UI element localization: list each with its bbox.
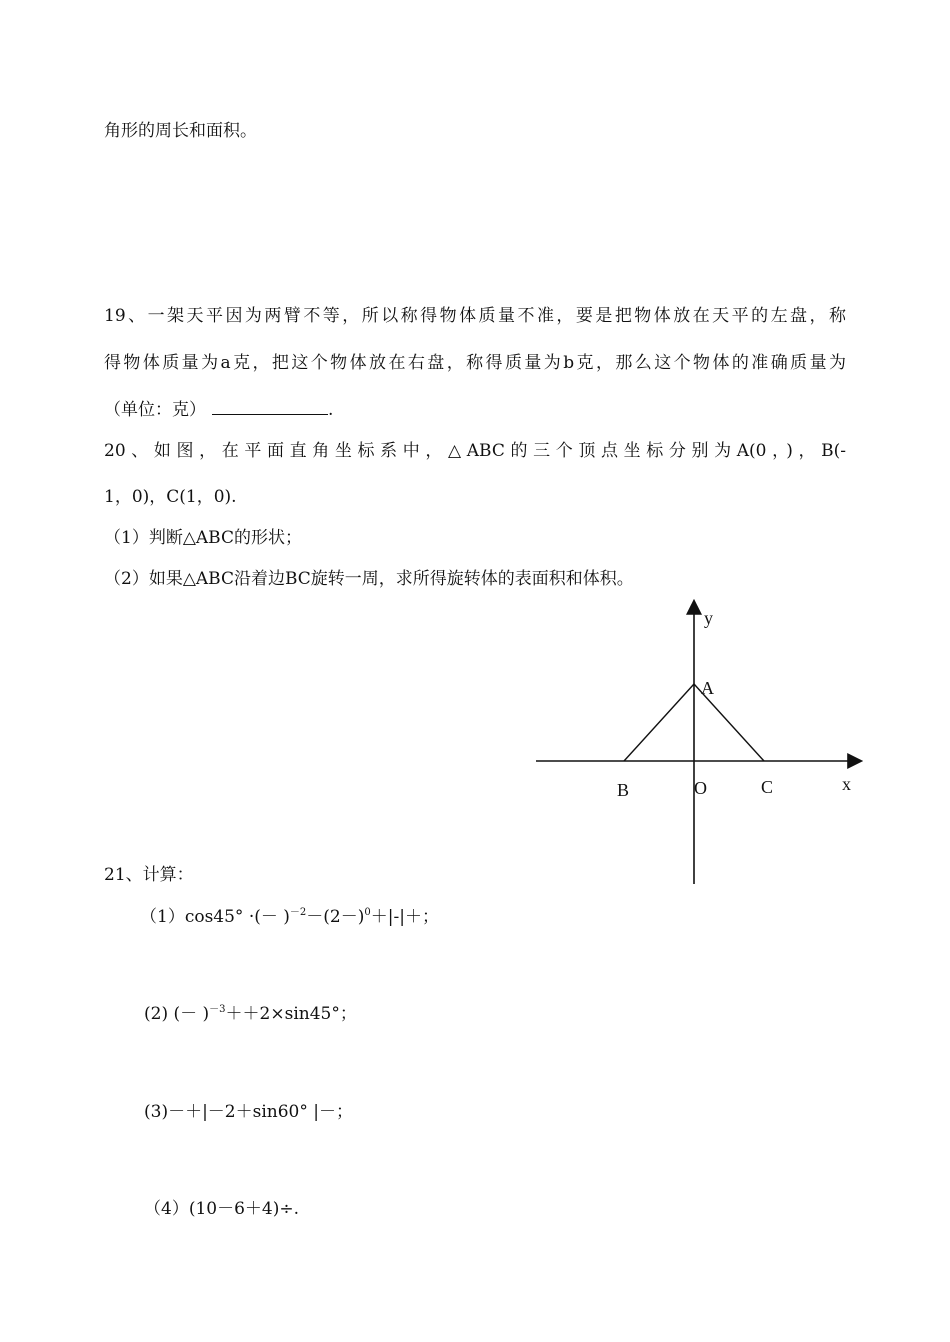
q19-line-3 [104,399,333,421]
previous-question-tail: 角形的周长和面积。 [104,121,257,141]
segment-ba [624,684,694,761]
q21-item-2-part-b: ＋＋2×sin45°； [225,1004,357,1024]
q19-answer-blank [212,400,328,415]
q21-title: 21、计算： [104,865,194,885]
q21-item-2-exp: －3 [209,1004,226,1015]
q21-item-1 [140,906,439,928]
coordinate-figure [532,596,872,886]
point-a-label: A [701,678,714,698]
q20-part-2: （2）如果△ABC沿着边BC旋转一周，求所得旋转体的表面积和体积。 [104,569,634,589]
q19-unit-label: （单位：克） [104,400,206,420]
q20-line-2: 1，0)，C(1，0). [104,487,237,507]
point-c-label: C [761,777,774,797]
q21-item-2-part-a: (2) (－ ) [144,1004,210,1024]
q21-item-4: （4）(10－6＋4)÷. [144,1199,299,1219]
coordinate-diagram [532,596,872,886]
q21-item-1-part-a: （1）cos45° ·(－ ) [140,907,290,927]
q21-item-3: (3)－＋|－2＋sin60° |－； [144,1102,353,1122]
point-b-label: B [617,780,630,800]
q19-end: . [328,400,334,420]
x-axis-label: x [842,774,851,794]
q21-item-1-part-c: ＋|-|＋； [370,907,439,927]
q20-part-1: （1）判断△ABC的形状； [104,528,302,548]
q21-item-1-part-b: －(2－) [306,907,365,927]
q19-line-2: 得物体质量为a克，把这个物体放在右盘，称得质量为b克，那么这个物体的准确质量为 [104,353,846,373]
q20-line-1: 20、如图，在平面直角坐标系中，△ABC的三个顶点坐标分别为A(0，)，B(- [104,441,846,461]
q21-item-1-exp-2: 0 [364,907,371,918]
q19-line-1: 19、一架天平因为两臂不等，所以称得物体质量不准，要是把物体放在天平的左盘，称 [104,306,846,326]
q21-item-2 [144,1003,357,1025]
origin-label: O [694,778,707,798]
y-axis-label: y [704,608,713,628]
q21-item-1-exp-1: －2 [289,907,307,918]
